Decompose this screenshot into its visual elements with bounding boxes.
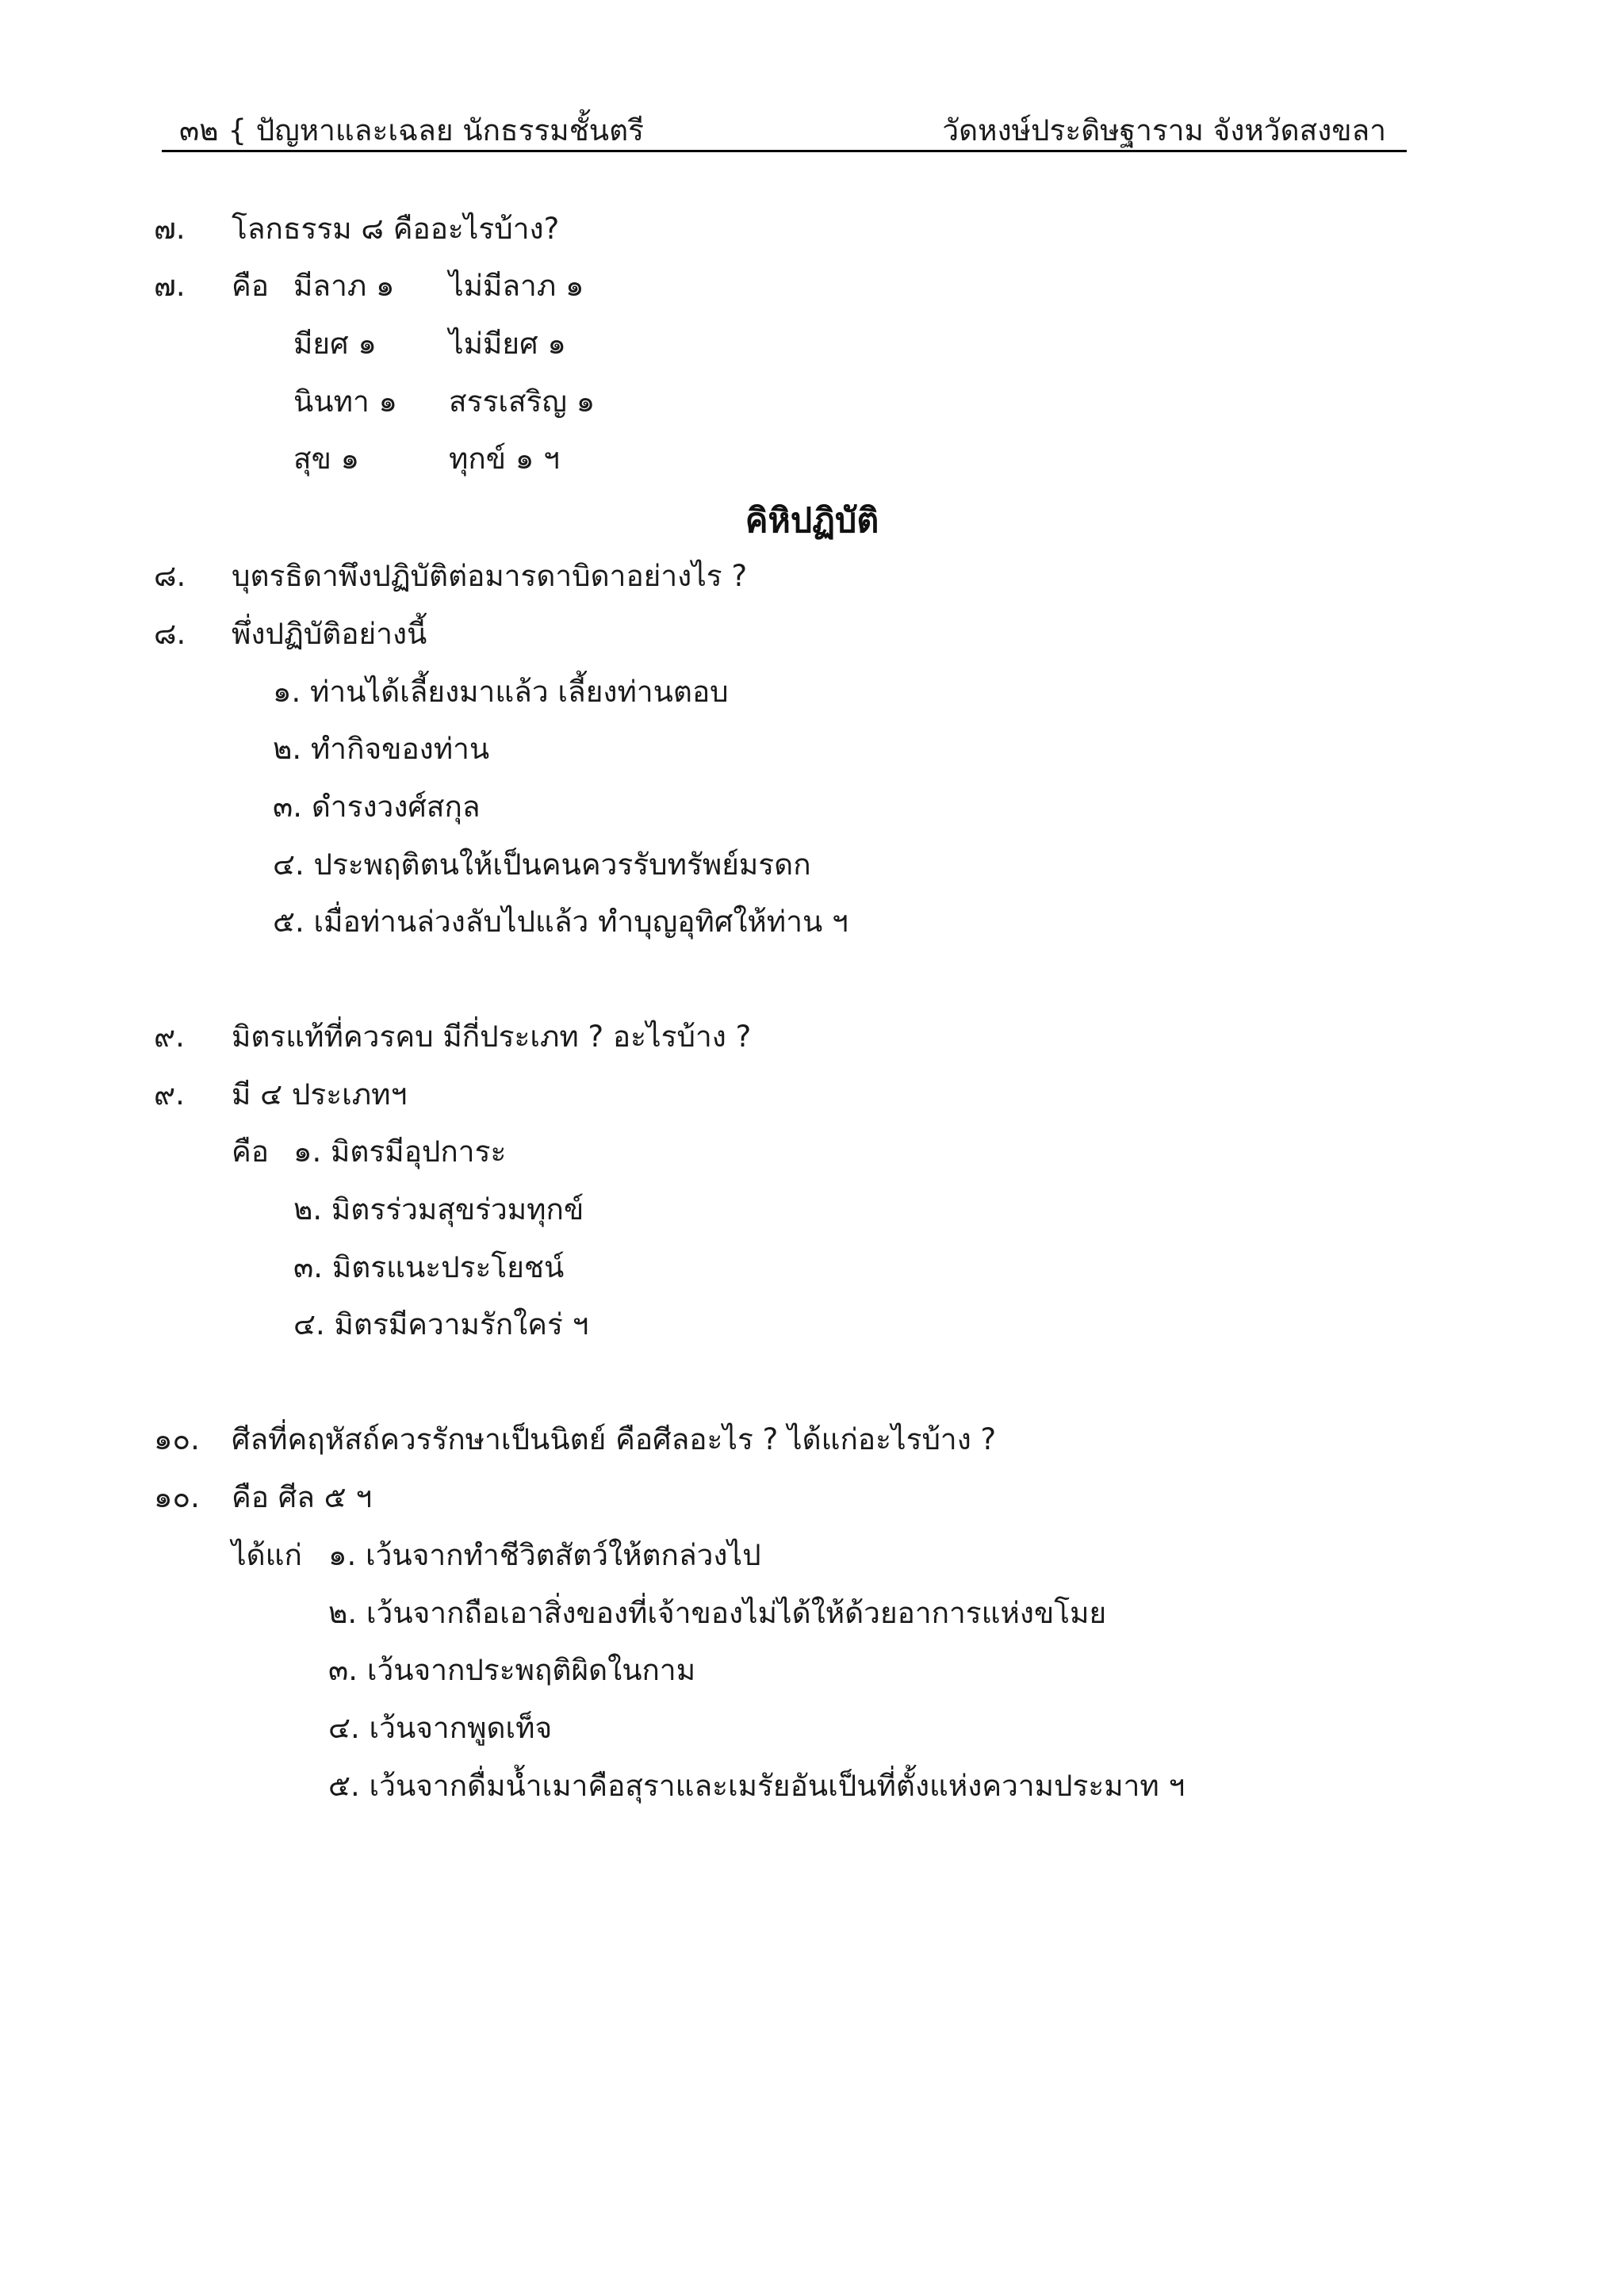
q9-answer-lead: มี ๔ ประเภทฯ (232, 1077, 408, 1112)
q9-question: มิตรแท้ที่ควรคบ มีกี่ประเภท ? อะไรบ้าง ? (232, 1020, 752, 1054)
q7-answer-number: ๗. (154, 269, 186, 303)
q10-question: ศีลที่คฤหัสถ์ควรรักษาเป็นนิตย์ คือศีลอะไร ? ได้แก่อะไรบ้าง ? (232, 1422, 997, 1456)
q7-row-4-a: สุข ๑ (293, 442, 360, 476)
q8-question: บุตรธิดาพึงปฏิบัติต่อมารดาบิดาอย่างไร ? (232, 559, 748, 593)
q9-item-4: ๔. มิตรมีความรักใคร่ ฯ (293, 1307, 589, 1341)
section-title: คิหิปฏิบัติ (745, 501, 879, 541)
q7-row-4-b: ทุกข์ ๑ ฯ (449, 442, 560, 476)
q8-answer-number: ๘. (154, 617, 186, 651)
q9-number: ๙. (154, 1020, 185, 1054)
q8-answer-lead: พึ่งปฏิบัติอย่างนี้ (232, 617, 427, 651)
q10-item-1: ๑. เว้นจากทำชีวิตสัตว์ให้ตกล่วงไป (328, 1538, 761, 1572)
q8-item-5: ๕. เมื่อท่านล่วงลับไปแล้ว ทำบุญอุทิศให้ท่าน ฯ (273, 905, 848, 939)
q9-item-1: ๑. มิตรมีอุปการะ (293, 1135, 507, 1169)
q10-answer-number: ๑๐. (154, 1480, 200, 1514)
q7-question: โลกธรรม ๘ คืออะไรบ้าง? (232, 212, 560, 246)
q7-row-1-b: ไม่มีลาภ ๑ (449, 269, 584, 303)
q9-item-3: ๓. มิตรแนะประโยชน์ (293, 1250, 565, 1284)
q7-row-2-b: ไม่มียศ ๑ (449, 327, 566, 361)
q8-number: ๘. (154, 559, 186, 593)
q9-item-2: ๒. มิตรร่วมสุขร่วมทุกข์ (293, 1192, 584, 1226)
q9-answer-sub: คือ (232, 1135, 269, 1169)
q10-item-4: ๔. เว้นจากพูดเท็จ (328, 1711, 553, 1745)
q8-item-1: ๑. ท่านได้เลี้ยงมาแล้ว เลี้ยงท่านตอบ (273, 675, 729, 709)
q8-item-2: ๒. ทำกิจของท่าน (273, 732, 490, 766)
page-header-right: วัดหงษ์ประดิษฐาราม จังหวัดสงขลา (942, 113, 1386, 147)
page-header-left: ๓๒ { ปัญหาและเฉลย นักธรรมชั้นตรี (179, 113, 645, 147)
q7-row-2-a: มียศ ๑ (293, 327, 377, 361)
q7-answer-lead: คือ (232, 269, 269, 303)
q7-number: ๗. (154, 212, 186, 246)
q10-item-2: ๒. เว้นจากถือเอาสิ่งของที่เจ้าของไม่ได้ให้ด้วยอาการแห่งขโมย (328, 1596, 1107, 1630)
q7-row-3-a: นินทา ๑ (293, 385, 397, 419)
q7-row-3-b: สรรเสริญ ๑ (449, 385, 596, 419)
q10-answer-lead: คือ ศีล ๕ ฯ (232, 1480, 373, 1514)
q8-item-3: ๓. ดำรงวงศ์สกุล (273, 790, 481, 824)
header-divider (162, 150, 1407, 152)
q7-row-1-a: มีลาภ ๑ (293, 269, 395, 303)
q9-answer-number: ๙. (154, 1077, 185, 1112)
q10-answer-sub: ได้แก่ (232, 1538, 302, 1572)
q10-item-3: ๓. เว้นจากประพฤติผิดในกาม (328, 1653, 696, 1687)
q10-item-5: ๕. เว้นจากดื่มน้ำเมาคือสุราและเมรัยอันเป็นที่ตั้งแห่งความประมาท ฯ (328, 1769, 1185, 1803)
q8-item-4: ๔. ประพฤติตนให้เป็นคนควรรับทรัพย์มรดก (273, 848, 811, 882)
q10-number: ๑๐. (154, 1422, 200, 1456)
